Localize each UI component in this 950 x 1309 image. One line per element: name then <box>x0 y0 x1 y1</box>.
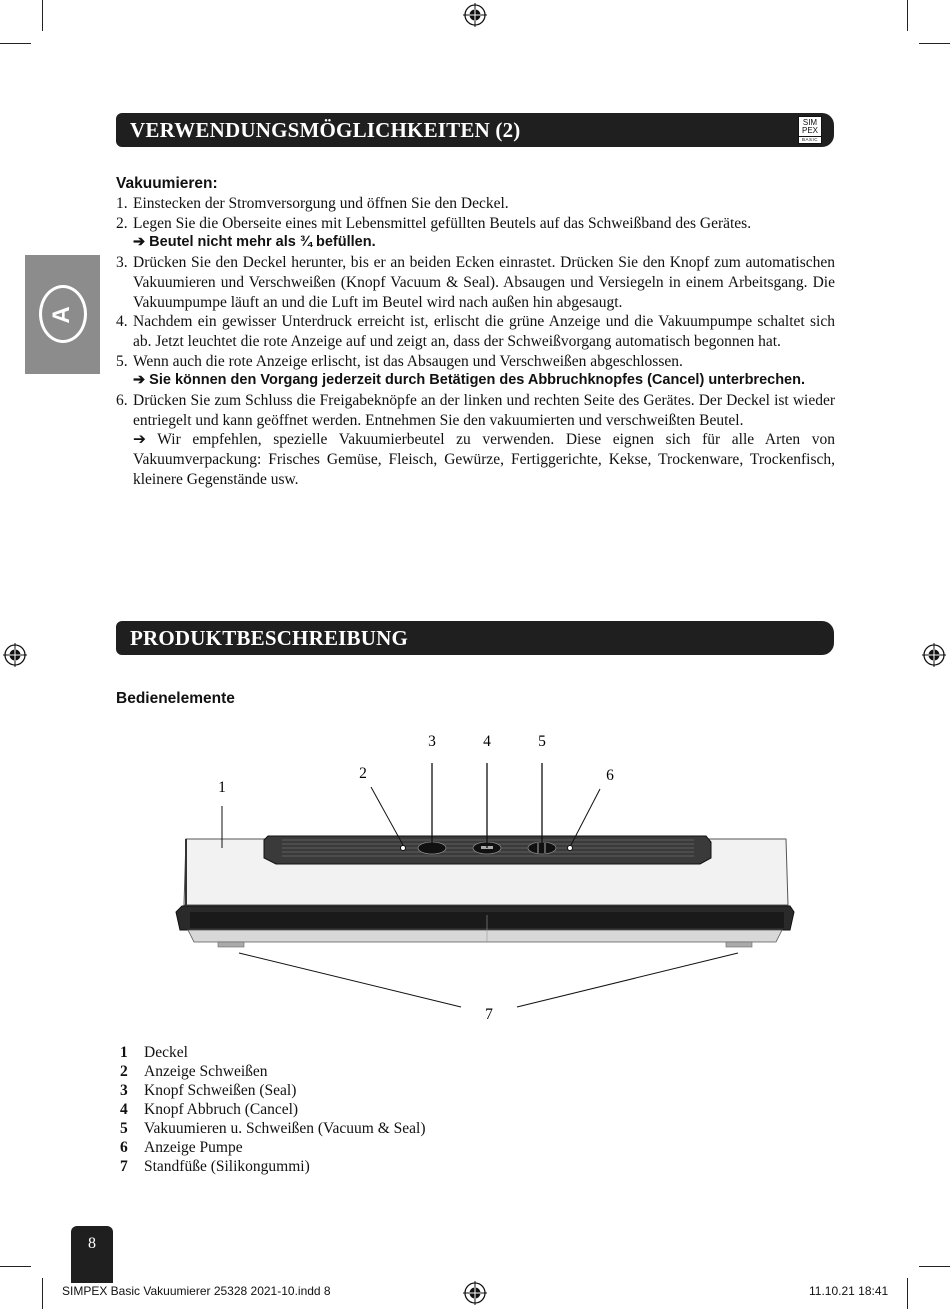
step-text: Nachdem ein gewisser Unterdruck erreicht ist, erlischt die grüne Anzeige und die Vakuumpumpe schaltet sich ab. Jetzt leuchtet die rote Anzeige auf und zeigt an, dass der Schweißvorgang automatisch begonnen hat. <box>133 313 835 350</box>
crop-mark-bottom-right-v <box>907 1278 908 1309</box>
crop-mark-bottom-left-h <box>0 1266 31 1267</box>
legend-number: 1 <box>120 1044 128 1061</box>
callout-4: 4 <box>483 733 491 750</box>
step-number: 1. <box>116 195 128 212</box>
simpex-logo <box>798 116 822 144</box>
logo-line-2: PEX <box>801 126 818 135</box>
step-hint: ➔ Beutel nicht mehr als ¾ befüllen. <box>133 234 376 251</box>
section-header-usage <box>116 113 834 147</box>
step-text: Drücken Sie den Deckel herunter, bis er an beiden Ecken einrastet. Drücken Sie den Knopf zum automatischen Vakuumieren und Verschweißen (Knopf Vacuum & Seal). Absaugen und Versiegeln in einem Arbeitsgang. Die Vakuumpumpe läuft an und die Luft im Beutel wird nach außen hin abgesaugt. <box>133 254 835 311</box>
legend-label: Anzeige Pumpe <box>144 1139 243 1156</box>
section-header-product <box>116 621 834 655</box>
callout-6: 6 <box>606 767 614 784</box>
registration-mark-bottom-icon <box>463 1281 487 1305</box>
language-tab-letter: A <box>48 306 75 324</box>
crop-mark-bottom-left-v <box>42 1278 43 1309</box>
list-item <box>120 1100 426 1119</box>
logo-line-3: BASIC <box>799 136 821 142</box>
page-number: 8 <box>71 1226 113 1283</box>
step-number: 3. <box>116 254 128 272</box>
crop-mark-bottom-right-h <box>919 1266 950 1267</box>
list-item <box>116 391 835 490</box>
subheading-vacuum: Vakuumieren: <box>116 175 218 192</box>
legend-number: 2 <box>120 1063 128 1080</box>
step-hint: ➔ Sie können den Vorgang jederzeit durch Betätigen des Abbruchknopfes (Cancel) unterbrechen. <box>133 372 806 389</box>
list-item <box>116 194 835 214</box>
logo-line-1: SIM <box>802 118 818 127</box>
list-item <box>120 1138 426 1157</box>
list-item <box>116 312 835 351</box>
callout-7: 7 <box>485 1006 493 1023</box>
list-item <box>120 1062 426 1081</box>
step-note: ➔ Wir empfehlen, spezielle Vakuumierbeutel zu verwenden. Diese eignen sich für alle Arten von Vakuumverpackung: Frisches Gemüse, Fleisch, Gewürze, Fertiggerichte, Kekse, Trockenware, Trockenfisch, kleinere Gegenstände usw. <box>133 431 835 488</box>
crop-mark-top-left-v <box>42 0 43 31</box>
legend-label: Standfüße (Silikongummi) <box>144 1158 310 1175</box>
step-number: 6. <box>116 392 128 410</box>
legend-number: 6 <box>120 1139 128 1156</box>
legend-label: Knopf Abbruch (Cancel) <box>144 1101 299 1118</box>
crop-mark-top-right-h <box>919 43 950 44</box>
list-item <box>120 1081 426 1100</box>
callout-1: 1 <box>218 779 226 796</box>
legend-number: 5 <box>120 1120 128 1137</box>
legend-number: 7 <box>120 1158 128 1175</box>
step-text: Drücken Sie zum Schluss die Freigabeknöpfe an der linken und rechten Seite des Gerätes. Der Deckel ist wieder entriegelt und kann geöffnet werden. Entnehmen Sie den vakuumierten und verschweißten Beutel. <box>133 392 835 429</box>
step-text: Einstecken der Stromversorgung und öffnen Sie den Deckel. <box>133 195 509 212</box>
callout-5: 5 <box>538 733 546 750</box>
step-number: 5. <box>116 352 128 370</box>
legend-label: Anzeige Schweißen <box>144 1063 268 1080</box>
language-tab <box>25 255 100 374</box>
legend-label: Knopf Schweißen (Seal) <box>144 1082 297 1099</box>
legend-list <box>120 1043 426 1176</box>
section-title: PRODUKTBESCHREIBUNG <box>130 626 409 650</box>
legend-label: Vakuumieren u. Schweißen (Vacuum & Seal) <box>144 1120 426 1137</box>
list-item <box>120 1043 426 1062</box>
list-item <box>116 214 835 253</box>
legend-number: 4 <box>120 1101 128 1118</box>
legend-label: Deckel <box>144 1044 188 1061</box>
footer-file-info: SIMPEX Basic Vakuumierer 25328 2021-10.indd 8 <box>62 1284 331 1298</box>
legend-number: 3 <box>120 1082 128 1099</box>
callout-2: 2 <box>359 765 367 782</box>
crop-mark-top-left-h <box>0 43 31 44</box>
list-item <box>120 1119 426 1138</box>
section-title: VERWENDUNGSMÖGLICHKEITEN (2) <box>130 118 521 142</box>
registration-mark-top-icon <box>463 3 487 27</box>
step-number: 2. <box>116 214 128 232</box>
list-item <box>116 352 835 391</box>
steps-list <box>116 194 835 490</box>
list-item <box>116 253 835 312</box>
step-number: 4. <box>116 313 128 331</box>
registration-mark-right-icon <box>922 643 946 667</box>
crop-mark-top-right-v <box>907 0 908 31</box>
list-item <box>120 1157 426 1176</box>
step-text: Wenn auch die rote Anzeige erlischt, ist das Absaugen und Verschweißen abgeschlossen. <box>133 352 683 370</box>
registration-mark-left-icon <box>3 643 27 667</box>
subheading-controls: Bedienelemente <box>116 690 235 707</box>
footer-date: 11.10.21 18:41 <box>809 1284 889 1298</box>
callout-3: 3 <box>428 733 436 750</box>
step-text: Legen Sie die Oberseite eines mit Lebensmittel gefüllten Beutels auf das Schweißband des Gerätes. <box>133 214 752 232</box>
